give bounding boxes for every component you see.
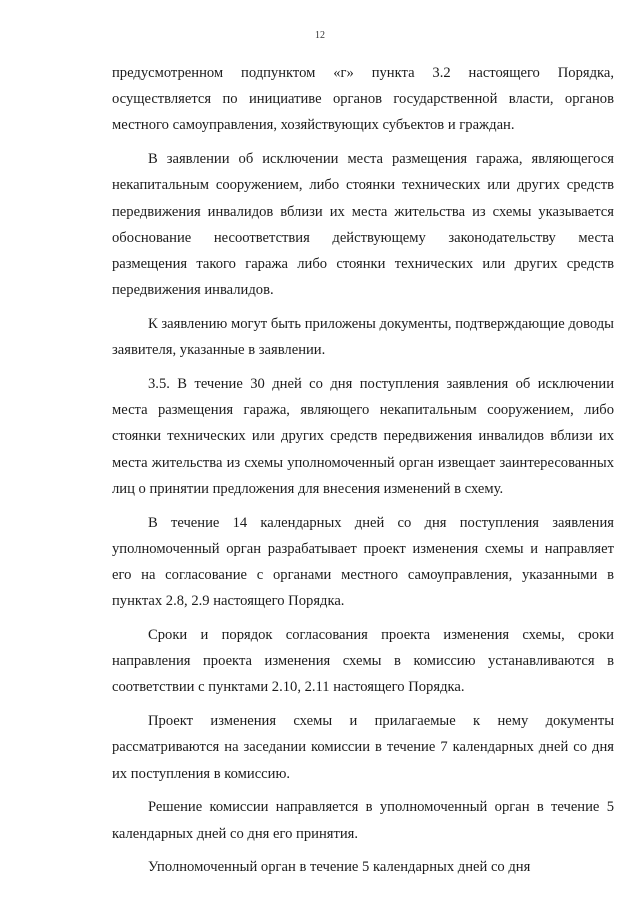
paragraph-commission-decision: Решение комиссии направляется в уполномоченный орган в течение 5 календарных дней со дня его принятия. [112, 799, 614, 842]
paragraph-approval-terms: Сроки и порядок согласования проекта изменения схемы, сроки направления проекта изменения схемы в комиссию устанавливаются в соответствии с пунктами 2.10, 2.11 настоящего Порядка. [112, 627, 614, 696]
paragraph-commission-review: Проект изменения схемы и прилагаемые к нему документы рассматриваются на заседании комиссии в течение 7 календарных дней со дня их поступления в комиссию. [112, 713, 614, 782]
paragraph-application-content: В заявлении об исключении места размещения гаража, являющегося некапитальным сооружением, либо стоянки технических или других средств передвижения инвалидов вблизи их места жительства из схемы указывается обоснование несоответствия действующему законодательству места размещения такого гаража либо стоянки технических или других средств передвижения инвалидов. [112, 151, 614, 299]
paragraph-continuation: предусмотренном подпунктом «г» пункта 3.2 настоящего Порядка, осуществляется по инициативе органов государственной власти, органов местного самоуправления, хозяйствующих субъектов и граждан. [112, 65, 614, 134]
paragraph-authorized-body: Уполномоченный орган в течение 5 календарных дней со дня [148, 859, 531, 876]
page-number: 12 [315, 30, 325, 41]
document-body [112, 60, 614, 881]
paragraph-14-days: В течение 14 календарных дней со дня поступления заявления уполномоченный орган разрабатывает проект изменения схемы и направляет его на согласование с органами местного самоуправления, указанными в пунктах 2.8, 2.9 настоящего Порядка. [112, 514, 614, 610]
paragraph-clause-3-5: 3.5. В течение 30 дней со дня поступления заявления об исключении места размещения гаража, являющего некапитальным сооружением, либо стоянки технических или других средств передвижения инвалидов вблизи их места жительства из схемы уполномоченный орган извещает заинтересованных лиц о принятии предложения для внесения изменений в схему. [112, 376, 614, 497]
paragraph-attachments: К заявлению могут быть приложены документы, подтверждающие доводы заявителя, указанные в заявлении. [112, 316, 614, 359]
